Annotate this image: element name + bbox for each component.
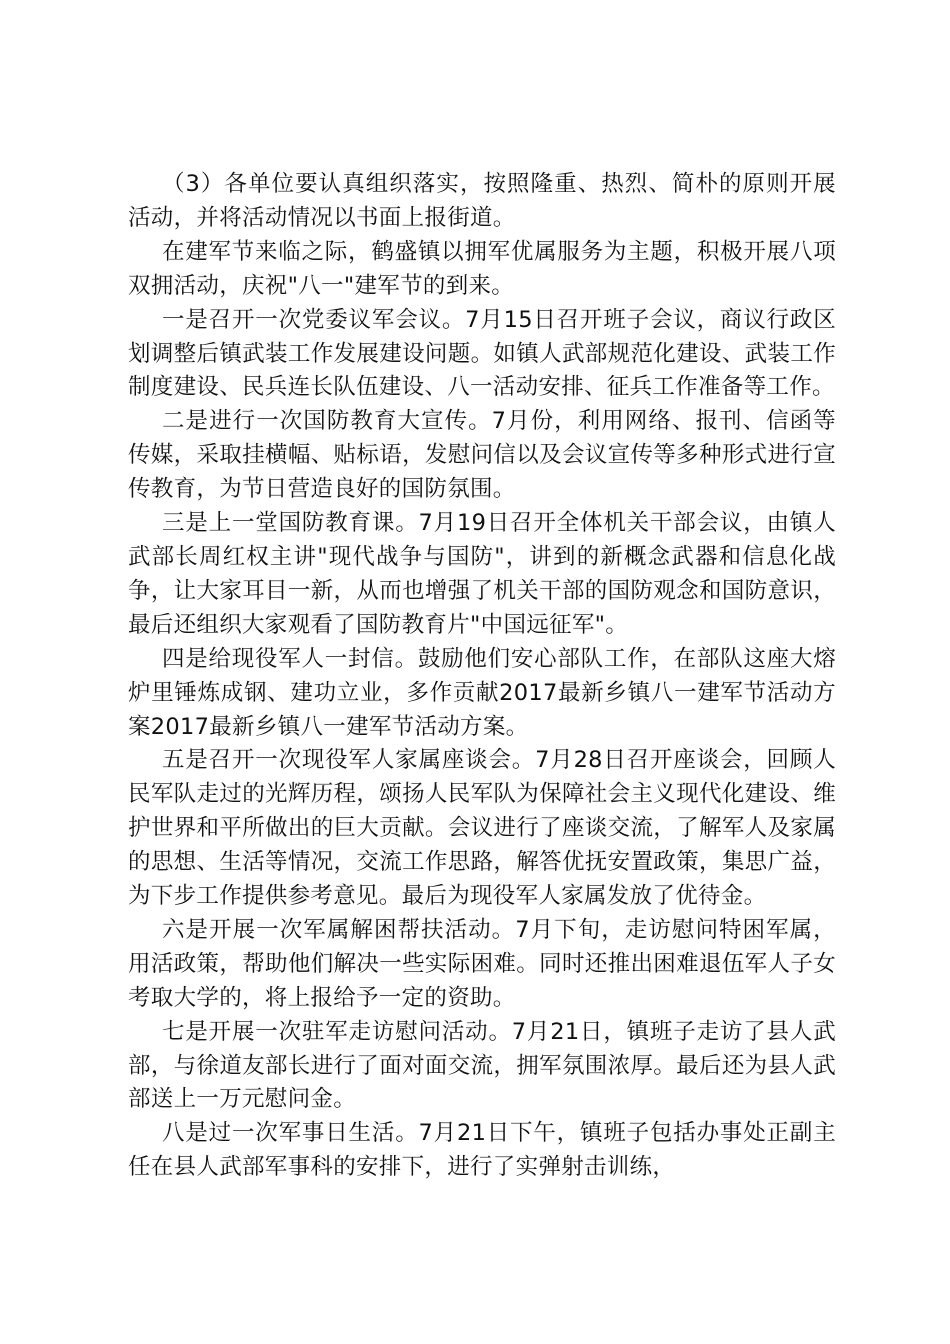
paragraph-activity-6: 六是开展一次军属解困帮扶活动。7月下旬，走访慰问特困军属，用活政策，帮助他们解决一些实际困难。同时还推出困难退伍军人子女考取大学的，将上报给予一定的资助。 xyxy=(128,916,836,1011)
paragraph-activity-5: 五是召开一次现役军人家属座谈会。7月28日召开座谈会，回顾人民军队走过的光辉历程，颂扬人民军队为保障社会主义现代化建设、维护世界和平所做出的巨大贡献。会议进行了座谈交流，了解军人及家属的思想、生活等情况，交流工作思路，解答优抚安置政策，集思广益，为下步工作提供参考意见。最后为现役军人家属发放了优待金。 xyxy=(128,747,836,910)
paragraph-activity-7: 七是开展一次驻军走访慰问活动。7月21日，镇班子走访了县人武部，与徐道友部长进行了面对面交流，拥军氛围浓厚。最后还为县人武部送上一万元慰问金。 xyxy=(128,1018,836,1113)
paragraph-intro: 在建军节来临之际，鹤盛镇以拥军优属服务为主题，积极开展八项双拥活动，庆祝"八一"建军节的到来。 xyxy=(128,238,836,299)
paragraph-activity-3: 三是上一堂国防教育课。7月19日召开全体机关干部会议，由镇人武部长周红权主讲"现代战争与国防"，讲到的新概念武器和信息化战争，让大家耳目一新，从而也增强了机关干部的国防观念和国防意识，最后还组织大家观看了国防教育片"中国远征军"。 xyxy=(128,510,836,638)
document-body xyxy=(128,168,836,1185)
paragraph-activity-4: 四是给现役军人一封信。鼓励他们安心部队工作，在部队这座大熔炉里锤炼成钢、建功立业，多作贡献2017最新乡镇八一建军节活动方案2017最新乡镇八一建军节活动方案。 xyxy=(128,645,836,740)
paragraph-activity-1: 一是召开一次党委议军会议。7月15日召开班子会议，商议行政区划调整后镇武装工作发展建设问题。如镇人武部规范化建设、武装工作制度建设、民兵连长队伍建设、八一活动安排、征兵工作准备等工作。 xyxy=(128,306,836,401)
paragraph-activity-8: 八是过一次军事日生活。7月21日下午，镇班子包括办事处正副主任在县人武部军事科的安排下，进行了实弹射击训练， xyxy=(128,1120,836,1181)
paragraph-requirement-3: （3）各单位要认真组织落实，按照隆重、热烈、简朴的原则开展活动，并将活动情况以书面上报街道。 xyxy=(128,171,836,231)
paragraph-activity-2: 二是进行一次国防教育大宣传。7月份，利用网络、报刊、信函等传媒，采取挂横幅、贴标语，发慰问信以及会议宣传等多种形式进行宣传教育，为节日营造良好的国防氛围。 xyxy=(128,408,836,503)
